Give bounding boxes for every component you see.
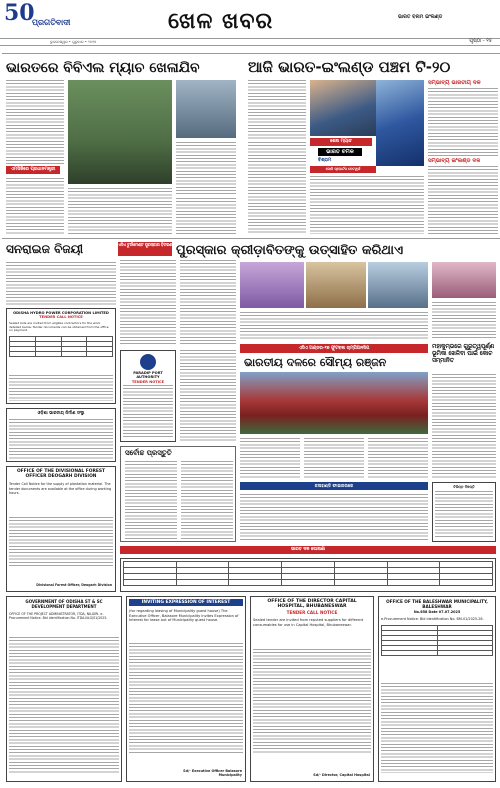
ad-title: ଓଡ଼ିଶା ଭାରତୀୟ ନିର୍ମାଣ ସଂସ୍ଥା: [37, 410, 85, 415]
text-column: [240, 494, 428, 542]
mid-headline: ପୁରସ୍କାର କ୍ରୀଡ଼ାବିତଙ୍କୁ ଉତ୍ସାହିତ କରିଥାଏ: [176, 243, 404, 258]
side-head-india: ସମ୍ଭାବ୍ୟ ଭାରତୀୟ ଦଳ: [428, 80, 481, 86]
award-photo-2: [306, 262, 366, 308]
final-strip: କଳାହାଣ୍ଡି ଫାଇନାଲରେ: [240, 482, 428, 490]
divider: [2, 53, 500, 54]
ad-title: GOVERNMENT OF ODISHA ST & SC DEVELOPMENT DEPARTMENT: [25, 599, 103, 609]
ad-table: [123, 561, 493, 586]
coach-photo: [432, 262, 496, 298]
ad-title: ବିଭିନ୍ନ ବିଜ୍ଞପ୍ତି: [453, 485, 475, 489]
text-column: [240, 312, 428, 340]
text-column: [6, 178, 64, 234]
page-number: ପୃଷ୍ଠା - ୧୫: [469, 38, 492, 44]
text-column: [120, 260, 176, 346]
anniversary-logo: 50: [4, 0, 35, 26]
text-column: [310, 176, 424, 234]
ad-body: OFFICE OF THE PROJECT ADMINISTRATOR, ITDA, NILGIRI. e-Procurement Notice. Bid identification No. ITDA-NLG/01/2025.: [9, 612, 108, 620]
text-block: [9, 637, 119, 773]
capital-hospital-ad: [250, 596, 374, 782]
badge-1: ଶେଷ ମ୍ୟାଚ: [310, 138, 372, 146]
ad-title: INVITING EXPRESSION OF INTEREST: [129, 599, 243, 606]
team-headline: ଭାରତୀୟ ଦଳରେ ସୌମ୍ୟ ରଞ୍ଜନ: [244, 356, 387, 369]
ad-body: (for regarding leasing of Municipality guest house) The Executive Officer, Balasore Municipality invites Expression of Interest for lease out of Municipality guest house.: [129, 609, 239, 623]
text-column: [68, 188, 172, 234]
ad-title: OFFICE OF THE DIRECTOR CAPITAL HOSPITAL, BHUBANESWAR: [267, 599, 357, 610]
paradip-port-ad: [120, 350, 176, 442]
badge-3: ବିଶ୍ରାମ: [318, 158, 332, 163]
ad-title: PARADIP PORT AUTHORITY: [133, 371, 163, 380]
govt-odisha-ad: [6, 596, 122, 782]
text-column: [432, 302, 496, 340]
right-column-headline: ମହାକୁମ୍ଭରେ ଗୁରୁତ୍ୱପୂର୍ଣ୍ଣ ଭୂମିକା ଖେଳିବା ପାଇଁ କୋଚ ସମ୍ମାନିତ: [432, 344, 494, 364]
masthead: [0, 0, 500, 44]
ad-signature: Divisional Forest Officer, Deogarh Division: [36, 583, 112, 588]
mid-center-label: ଏସିଏ ଟୁର୍ନାମେଣ୍ଟ ପୁରସ୍କାର ବିତରଣ: [118, 242, 172, 256]
text-block: [435, 491, 493, 539]
text-block: [381, 683, 493, 773]
cricket-photo-left: [310, 80, 376, 136]
text-column: [125, 461, 177, 539]
bottom-table-ad: [120, 558, 496, 592]
small-story-headline: ସର୍ବୋଚ୍ଚ ପ୍ରସ୍ତୁତି: [125, 449, 172, 457]
team-photo: [240, 372, 428, 434]
port-logo-icon: [140, 354, 156, 370]
badge-2: ଭାରତ ଚମକ: [318, 148, 362, 156]
text-column: [428, 88, 498, 156]
text-block: [9, 419, 113, 459]
text-column: [248, 142, 306, 234]
text-column: [248, 80, 306, 140]
odisha-power-ad: [6, 308, 116, 404]
text-column: [304, 438, 364, 478]
pm-photo: [68, 80, 172, 184]
right-ad: [432, 482, 496, 542]
ad-subtitle: No.658 Date 07.07.2025: [413, 610, 461, 614]
text-column: [432, 374, 496, 478]
ad-subtitle: TENDER CALL NOTICE: [39, 315, 83, 320]
text-block: [9, 517, 113, 567]
right-label: ଭାରତ ବନାମ ଇଂଲଣ୍ଡ: [398, 14, 443, 20]
text-block: [9, 375, 113, 401]
ad-table: [381, 625, 493, 656]
bottom-center-strip: ଭାରତ ଦଳ ଘୋଷଣା: [120, 546, 496, 554]
stadium-photo: [176, 80, 236, 138]
ad-signature: Sd/- Executive Officer Balasore Municipality: [183, 769, 242, 778]
dateline: ଭୁବନେଶ୍ୱର • ଗୁରୁବାର • ୨୦୨୫: [0, 38, 500, 46]
award-photo-1: [240, 262, 304, 308]
text-column: [368, 438, 428, 478]
text-column: [180, 350, 236, 442]
text-column: [240, 438, 300, 478]
ad-table: [9, 336, 113, 357]
divider: [2, 238, 500, 239]
forest-division-ad: [6, 466, 116, 592]
text-block: [129, 643, 243, 753]
ad-body: Tender Call Notice for the supply of plantation material. The tender documents are available at the office during working hours.: [9, 482, 112, 495]
text-block: [123, 385, 173, 439]
text-column: [180, 260, 236, 346]
ad-body: Sealed tender are invited from reputed suppliers for different consumables for use in Capital Hospital, Bhubaneswar.: [253, 618, 364, 627]
text-column: [6, 262, 116, 306]
lead-right-headline: ଆଜି ଭାରତ-ଇଂଲଣ୍ଡ ପଞ୍ଚମ ଟି-୨୦: [248, 58, 451, 76]
left-subhead: ଏମସିଜିରେ ପ୍ରଧାନମନ୍ତ୍ରୀ: [6, 166, 60, 174]
ad-title: OFFICE OF THE DIVISIONAL FOREST OFFICER DEOGARH DIVISION: [16, 469, 106, 480]
expression-of-interest-ad: [126, 596, 246, 782]
ad-signature: Sd/- Director, Capital Hospital: [313, 773, 370, 778]
ad-title: ODISHA HYDRO POWER CORPORATION LIMITED: [13, 311, 109, 315]
ad-subtitle: TENDER CALL NOTICE: [286, 609, 338, 615]
small-story-box: [120, 446, 236, 542]
ad-body: e-Procurement Notice. Bid identification No. BM-01/2025-26.: [381, 617, 484, 622]
side-head-england: ସମ୍ଭାବ୍ୟ ଇଂଲଣ୍ଡ ଦଳ: [428, 158, 481, 164]
lead-left-headline: ଭାରତରେ ବିବିଏଲ ମ୍ୟାଚ ଖେଳାଯିବ: [6, 60, 200, 76]
ad-title: OFFICE OF THE BALESHWAR MUNICIPALITY, BALESHWAR: [386, 599, 488, 609]
ad-body: Sealed bids are invited from eligible contractors for the work detailed below. Tender documents can be obtained from the office on payment.: [9, 320, 109, 333]
text-column: [6, 80, 64, 164]
section-title: ଖେଳ ଖବର: [168, 9, 274, 34]
text-block: [253, 649, 371, 753]
odia-construction-ad: [6, 408, 116, 462]
baleshwar-municipality-ad: [378, 596, 496, 782]
text-column: [176, 142, 236, 194]
team-kicker: ଏସିଏ ଅଣ୍ଡର-୧୭ ଫୁଟବଲ ଚାମ୍ପିଅନସିପ: [240, 344, 428, 353]
text-column: [176, 198, 236, 234]
cricket-photo-right: [376, 80, 424, 166]
broadcaster-tag: ସୋନି ସ୍ପୋର୍ଟସ ନେଟୱର୍କ: [310, 166, 376, 173]
award-photo-3: [368, 262, 428, 308]
mid-left-headline: ସନରାଇଜ ବିଜୟୀ: [6, 242, 84, 256]
paper-name: ପ୍ରଗତିବାଦୀ: [32, 18, 71, 27]
text-column: [181, 461, 233, 539]
text-column: [428, 166, 498, 234]
ad-subtitle: TENDER NOTICE: [131, 379, 165, 384]
